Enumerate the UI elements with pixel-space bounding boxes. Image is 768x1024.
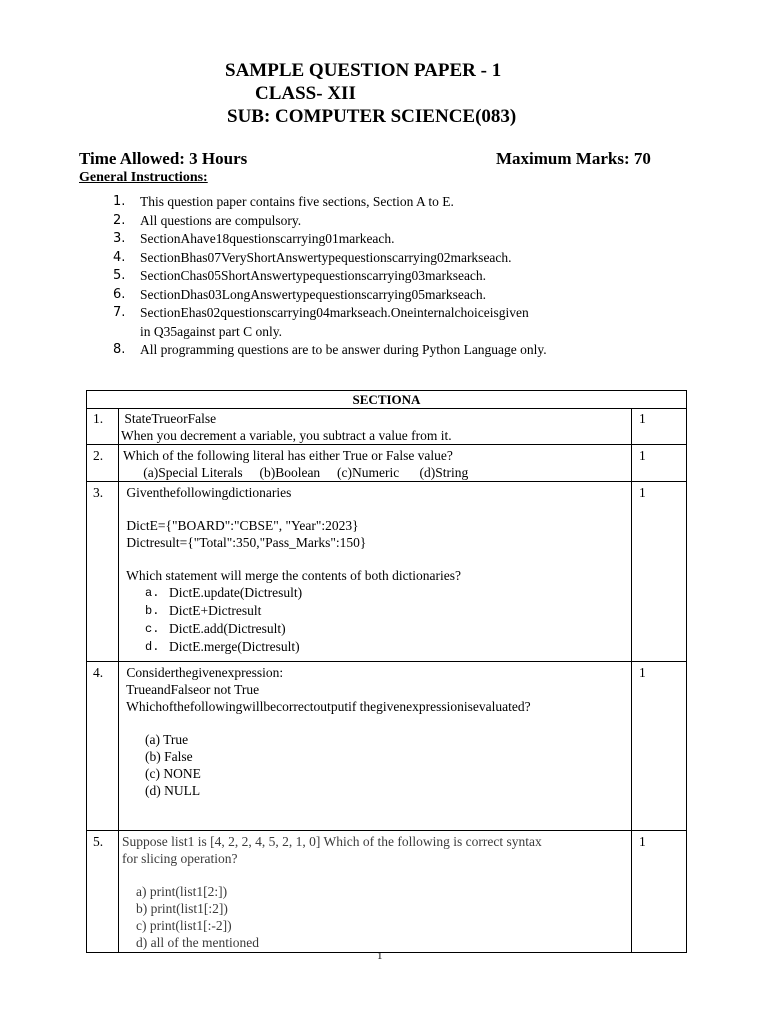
question-stem: Whichofthefollowingwillbecorrectoutputif thegivenexpressionisevaluated?: [123, 699, 531, 714]
column-divider: [631, 408, 632, 952]
instruction-number: 2.: [113, 212, 126, 228]
answer-option: [123, 620, 623, 638]
section-heading: SECTIONA: [87, 391, 686, 409]
question-stem: Suppose list1 is [4, 2, 2, 4, 5, 2, 1, 0] Which of the following is correct syntax: [122, 834, 542, 849]
option-letter: a.: [145, 586, 160, 600]
option-text: DictE+Dictresult: [169, 603, 262, 618]
answer-option: b) print(list1[:2]): [136, 901, 228, 916]
answer-option: (d) NULL: [145, 783, 201, 798]
instruction-text: SectionEhas02questionscarrying04markseach.Oneinternalchoiceisgiven in Q35against part C only.: [140, 305, 529, 339]
option-letter: b.: [145, 604, 160, 618]
question-mark: 1: [639, 411, 646, 426]
maximum-marks: Maximum Marks: 70: [496, 149, 651, 168]
instruction-number: 6.: [113, 286, 126, 302]
instruction-text: SectionChas05ShortAnswertypequestionscarrying03markseach.: [140, 268, 487, 283]
question-row-2: [87, 445, 686, 482]
instruction-number: 5.: [113, 268, 126, 283]
question-mark: 1: [639, 665, 646, 680]
instruction-text: This question paper contains five sections, Section A to E.: [140, 194, 454, 209]
question-line: Which of the following literal has either True or False value?: [123, 448, 453, 463]
instruction-item: [113, 193, 673, 212]
time-allowed: Time Allowed: 3 Hours: [79, 149, 248, 168]
question-line: When you decrement a variable, you subtract a value from it.: [121, 428, 452, 443]
question-row-3: [87, 482, 686, 662]
option-text: DictE.merge(Dictresult): [169, 639, 300, 654]
answer-option: c) print(list1[:-2]): [136, 918, 232, 933]
option-text: DictE.add(Dictresult): [169, 621, 286, 636]
question-body: [122, 833, 622, 951]
question-stem: Which statement will merge the contents of both dictionaries?: [123, 568, 462, 583]
answer-option: [123, 638, 623, 656]
class-line: CLASS- XII: [255, 83, 356, 104]
instruction-number: 3.: [113, 231, 126, 246]
question-number: 1.: [93, 411, 104, 426]
page-number: 1: [377, 950, 383, 962]
question-row-1: [87, 408, 686, 445]
instruction-item: [113, 304, 673, 341]
question-body: [123, 664, 623, 799]
instruction-text: SectionBhas07VeryShortAnswertypequestionscarrying02markseach.: [140, 249, 512, 265]
instruction-item: [113, 249, 673, 268]
instruction-text: All questions are compulsory.: [140, 212, 302, 228]
question-mark: 1: [639, 448, 646, 463]
answer-option: [123, 602, 623, 620]
option-letter: d.: [145, 640, 160, 654]
option-letter: c.: [145, 622, 160, 636]
question-row-4: [87, 662, 686, 831]
question-stem: for slicing operation?: [122, 851, 238, 866]
instruction-number: 8.: [113, 342, 126, 357]
answer-option: d) all of the mentioned: [136, 935, 259, 950]
section-a-table: [86, 390, 687, 953]
question-mark: 1: [639, 834, 646, 849]
question-intro: Giventhefollowingdictionaries: [123, 485, 292, 500]
question-body: [121, 410, 621, 444]
question-body: [123, 484, 623, 656]
question-number: 2.: [93, 448, 104, 463]
instruction-number: 1.: [113, 194, 126, 209]
answer-option: (c) NONE: [145, 766, 201, 781]
expression-line: TrueandFalseor not True: [123, 682, 260, 697]
instruction-number: 4.: [113, 249, 126, 265]
instruction-item: [113, 341, 673, 360]
general-instructions-heading: General Instructions:: [79, 170, 208, 185]
answer-option: (b) False: [145, 749, 193, 764]
question-line: (a)Special Literals (b)Boolean (c)Numeric (d)String: [123, 465, 469, 480]
question-intro: Considerthegivenexpression:: [123, 665, 284, 680]
instruction-item: [113, 230, 673, 249]
question-number: 5.: [93, 834, 104, 849]
code-line: Dictresult={"Total":350,"Pass_Marks":150}: [123, 535, 367, 550]
question-body: [123, 447, 623, 481]
subject-line: SUB: COMPUTER SCIENCE(083): [227, 106, 517, 127]
instruction-text: SectionAhave18questionscarrying01markeach.: [140, 231, 395, 246]
instruction-item: [113, 267, 673, 286]
question-number: 3.: [93, 485, 104, 500]
question-number: 4.: [93, 665, 104, 680]
question-row-5: [87, 831, 686, 952]
instruction-number: 7.: [113, 305, 126, 320]
instruction-item: [113, 286, 673, 305]
code-line: DictE={"BOARD":"CBSE", "Year":2023}: [123, 518, 359, 533]
option-text: DictE.update(Dictresult): [169, 585, 303, 600]
instructions-list: [113, 193, 673, 360]
column-divider: [118, 408, 119, 952]
paper-title: SAMPLE QUESTION PAPER - 1: [225, 60, 502, 81]
answer-option: a) print(list1[2:]): [136, 884, 228, 899]
question-line: StateTrueorFalse: [121, 411, 217, 426]
answer-option: [123, 584, 623, 602]
answer-option: (a) True: [145, 732, 189, 747]
instruction-text: SectionDhas03LongAnswertypequestionscarrying05markseach.: [140, 286, 487, 302]
instruction-text: All programming questions are to be answer during Python Language only.: [140, 342, 547, 357]
question-mark: 1: [639, 485, 646, 500]
instruction-item: [113, 212, 673, 231]
